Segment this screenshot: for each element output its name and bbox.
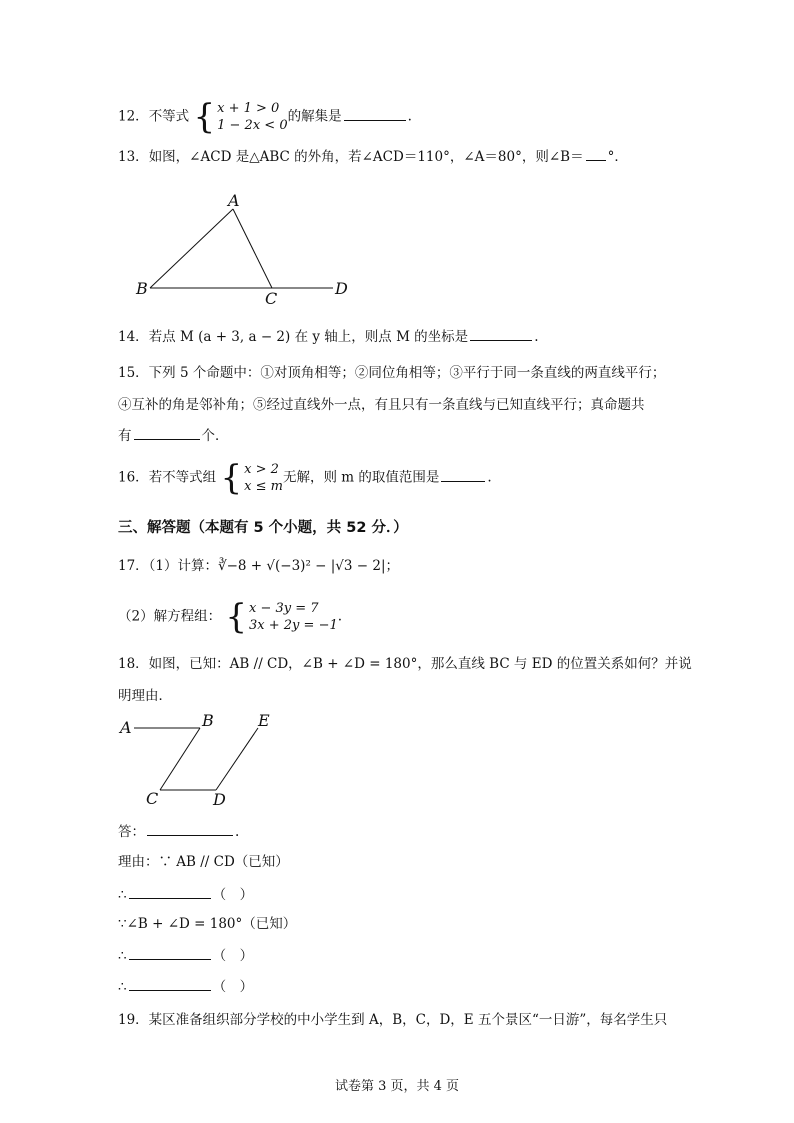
answer-blank[interactable] bbox=[134, 425, 200, 440]
q14-text: 若点 M (a + 3, a − 2) 在 y 轴上，则点 M 的坐标是 bbox=[148, 329, 469, 345]
answer-blank[interactable] bbox=[344, 106, 406, 121]
q18-answer-label: 答： bbox=[118, 824, 145, 840]
q13-number: 13． bbox=[118, 149, 149, 165]
question-12 bbox=[118, 97, 412, 137]
question-14 bbox=[118, 326, 538, 347]
question-18-line-1: 18．如图，已知：AB // CD，∠B + ∠D = 180°，那么直线 BC 与 ED 的位置关系如何？并说 bbox=[118, 656, 692, 672]
q16-prefix: 若不等式组 bbox=[148, 469, 217, 486]
q12-row1: x + 1 > 0 bbox=[217, 101, 280, 116]
q18-step-3 bbox=[118, 976, 253, 997]
q18-step-1 bbox=[118, 884, 253, 905]
q17-equation-system bbox=[225, 597, 338, 637]
answer-blank[interactable] bbox=[129, 945, 211, 960]
parallel-lines-figure bbox=[118, 710, 288, 810]
label-d: D bbox=[335, 279, 348, 298]
q12-end: . bbox=[407, 108, 412, 125]
question-13 bbox=[118, 146, 628, 167]
label-e: E bbox=[258, 711, 270, 730]
q18-reason-1: 理由：∵ AB // CD（已知） bbox=[118, 854, 289, 870]
section-3-heading: 三、解答题（本题有 5 个小题，共 52 分．） bbox=[118, 520, 408, 536]
q17-part2-end: . bbox=[337, 608, 343, 625]
q16-end: . bbox=[487, 469, 492, 486]
q13-end: °． bbox=[607, 149, 628, 165]
answer-blank[interactable] bbox=[129, 976, 211, 991]
page-footer: 试卷第 3 页，共 4 页 bbox=[334, 1079, 460, 1094]
q17-row2: 3x + 2y = −1 bbox=[249, 618, 338, 633]
q14-number: 14． bbox=[118, 329, 149, 345]
question-18-line-2: 明理由． bbox=[118, 688, 172, 704]
question-15-line-3 bbox=[118, 425, 229, 446]
q12-inequality-system bbox=[193, 97, 288, 137]
q12-prefix: 不等式 bbox=[148, 108, 190, 125]
label-a: A bbox=[120, 718, 132, 737]
q18-reason-2: ∵∠B + ∠D = 180°（已知） bbox=[118, 916, 297, 932]
triangle-figure bbox=[130, 190, 380, 310]
reason-parentheses: （ ） bbox=[212, 948, 254, 964]
q14-end: . bbox=[534, 329, 539, 345]
left-brace-icon: { bbox=[220, 458, 243, 498]
segment-bc bbox=[160, 728, 200, 790]
q18-step-2 bbox=[118, 945, 253, 966]
question-16 bbox=[118, 458, 492, 498]
q16-row1: x > 2 bbox=[244, 462, 279, 477]
segment-ab bbox=[150, 209, 233, 288]
question-17-part-2 bbox=[118, 597, 343, 637]
left-brace-icon: { bbox=[225, 597, 248, 637]
q13-text: 如图，∠ACD 是△ABC 的外角，若∠ACD＝110°，∠A＝80°，则∠B＝ bbox=[148, 149, 584, 165]
q12-number: 12． bbox=[118, 108, 149, 125]
segment-de bbox=[216, 728, 258, 790]
reason-parentheses: （ ） bbox=[212, 979, 254, 995]
label-b: B bbox=[202, 711, 214, 730]
q18-answer-line bbox=[118, 821, 239, 842]
q16-suffix: 无解，则 m 的取值范围是 bbox=[282, 469, 440, 486]
segment-ac bbox=[233, 209, 272, 288]
q15-end: 个． bbox=[201, 428, 229, 444]
q17-part2-prefix: （2）解方程组： bbox=[118, 608, 222, 625]
label-c: C bbox=[146, 789, 159, 808]
therefore-symbol: ∴ bbox=[118, 948, 127, 964]
left-brace-icon: { bbox=[193, 97, 216, 137]
q18-answer-end: . bbox=[235, 824, 240, 840]
label-c: C bbox=[265, 289, 278, 308]
question-15-line-1: 15．下列 5 个命题中：①对顶角相等；②同位角相等；③平行于同一条直线的两直线平行； bbox=[118, 365, 666, 381]
question-17-part-1: 17．（1）计算：∛−8 + √(−3)² − |√3 − 2|； bbox=[118, 558, 400, 574]
q12-row2: 1 − 2x < 0 bbox=[217, 118, 288, 133]
answer-blank[interactable] bbox=[441, 467, 485, 482]
question-19-line-1: 19．某区准备组织部分学校的中小学生到 A，B，C，D，E 五个景区“一日游”，每名学生只 bbox=[118, 1012, 668, 1028]
q16-row2: x ≤ m bbox=[244, 479, 283, 494]
label-b: B bbox=[136, 279, 148, 298]
q12-suffix: 的解集是 bbox=[287, 108, 342, 125]
label-a: A bbox=[228, 191, 240, 210]
q16-inequality-system bbox=[220, 458, 283, 498]
reason-parentheses: （ ） bbox=[212, 887, 254, 903]
answer-blank[interactable] bbox=[147, 821, 233, 836]
q16-number: 16． bbox=[118, 469, 149, 486]
label-d: D bbox=[213, 790, 226, 809]
answer-blank[interactable] bbox=[129, 884, 211, 899]
q17-row1: x − 3y = 7 bbox=[249, 601, 319, 616]
q15-prefix: 有 bbox=[118, 428, 132, 444]
therefore-symbol: ∴ bbox=[118, 979, 127, 995]
therefore-symbol: ∴ bbox=[118, 887, 127, 903]
question-15-line-2: ④互补的角是邻补角；⑤经过直线外一点，有且只有一条直线与已知直线平行；真命题共 bbox=[118, 397, 645, 413]
answer-blank[interactable] bbox=[470, 326, 532, 341]
answer-blank[interactable] bbox=[586, 146, 606, 161]
